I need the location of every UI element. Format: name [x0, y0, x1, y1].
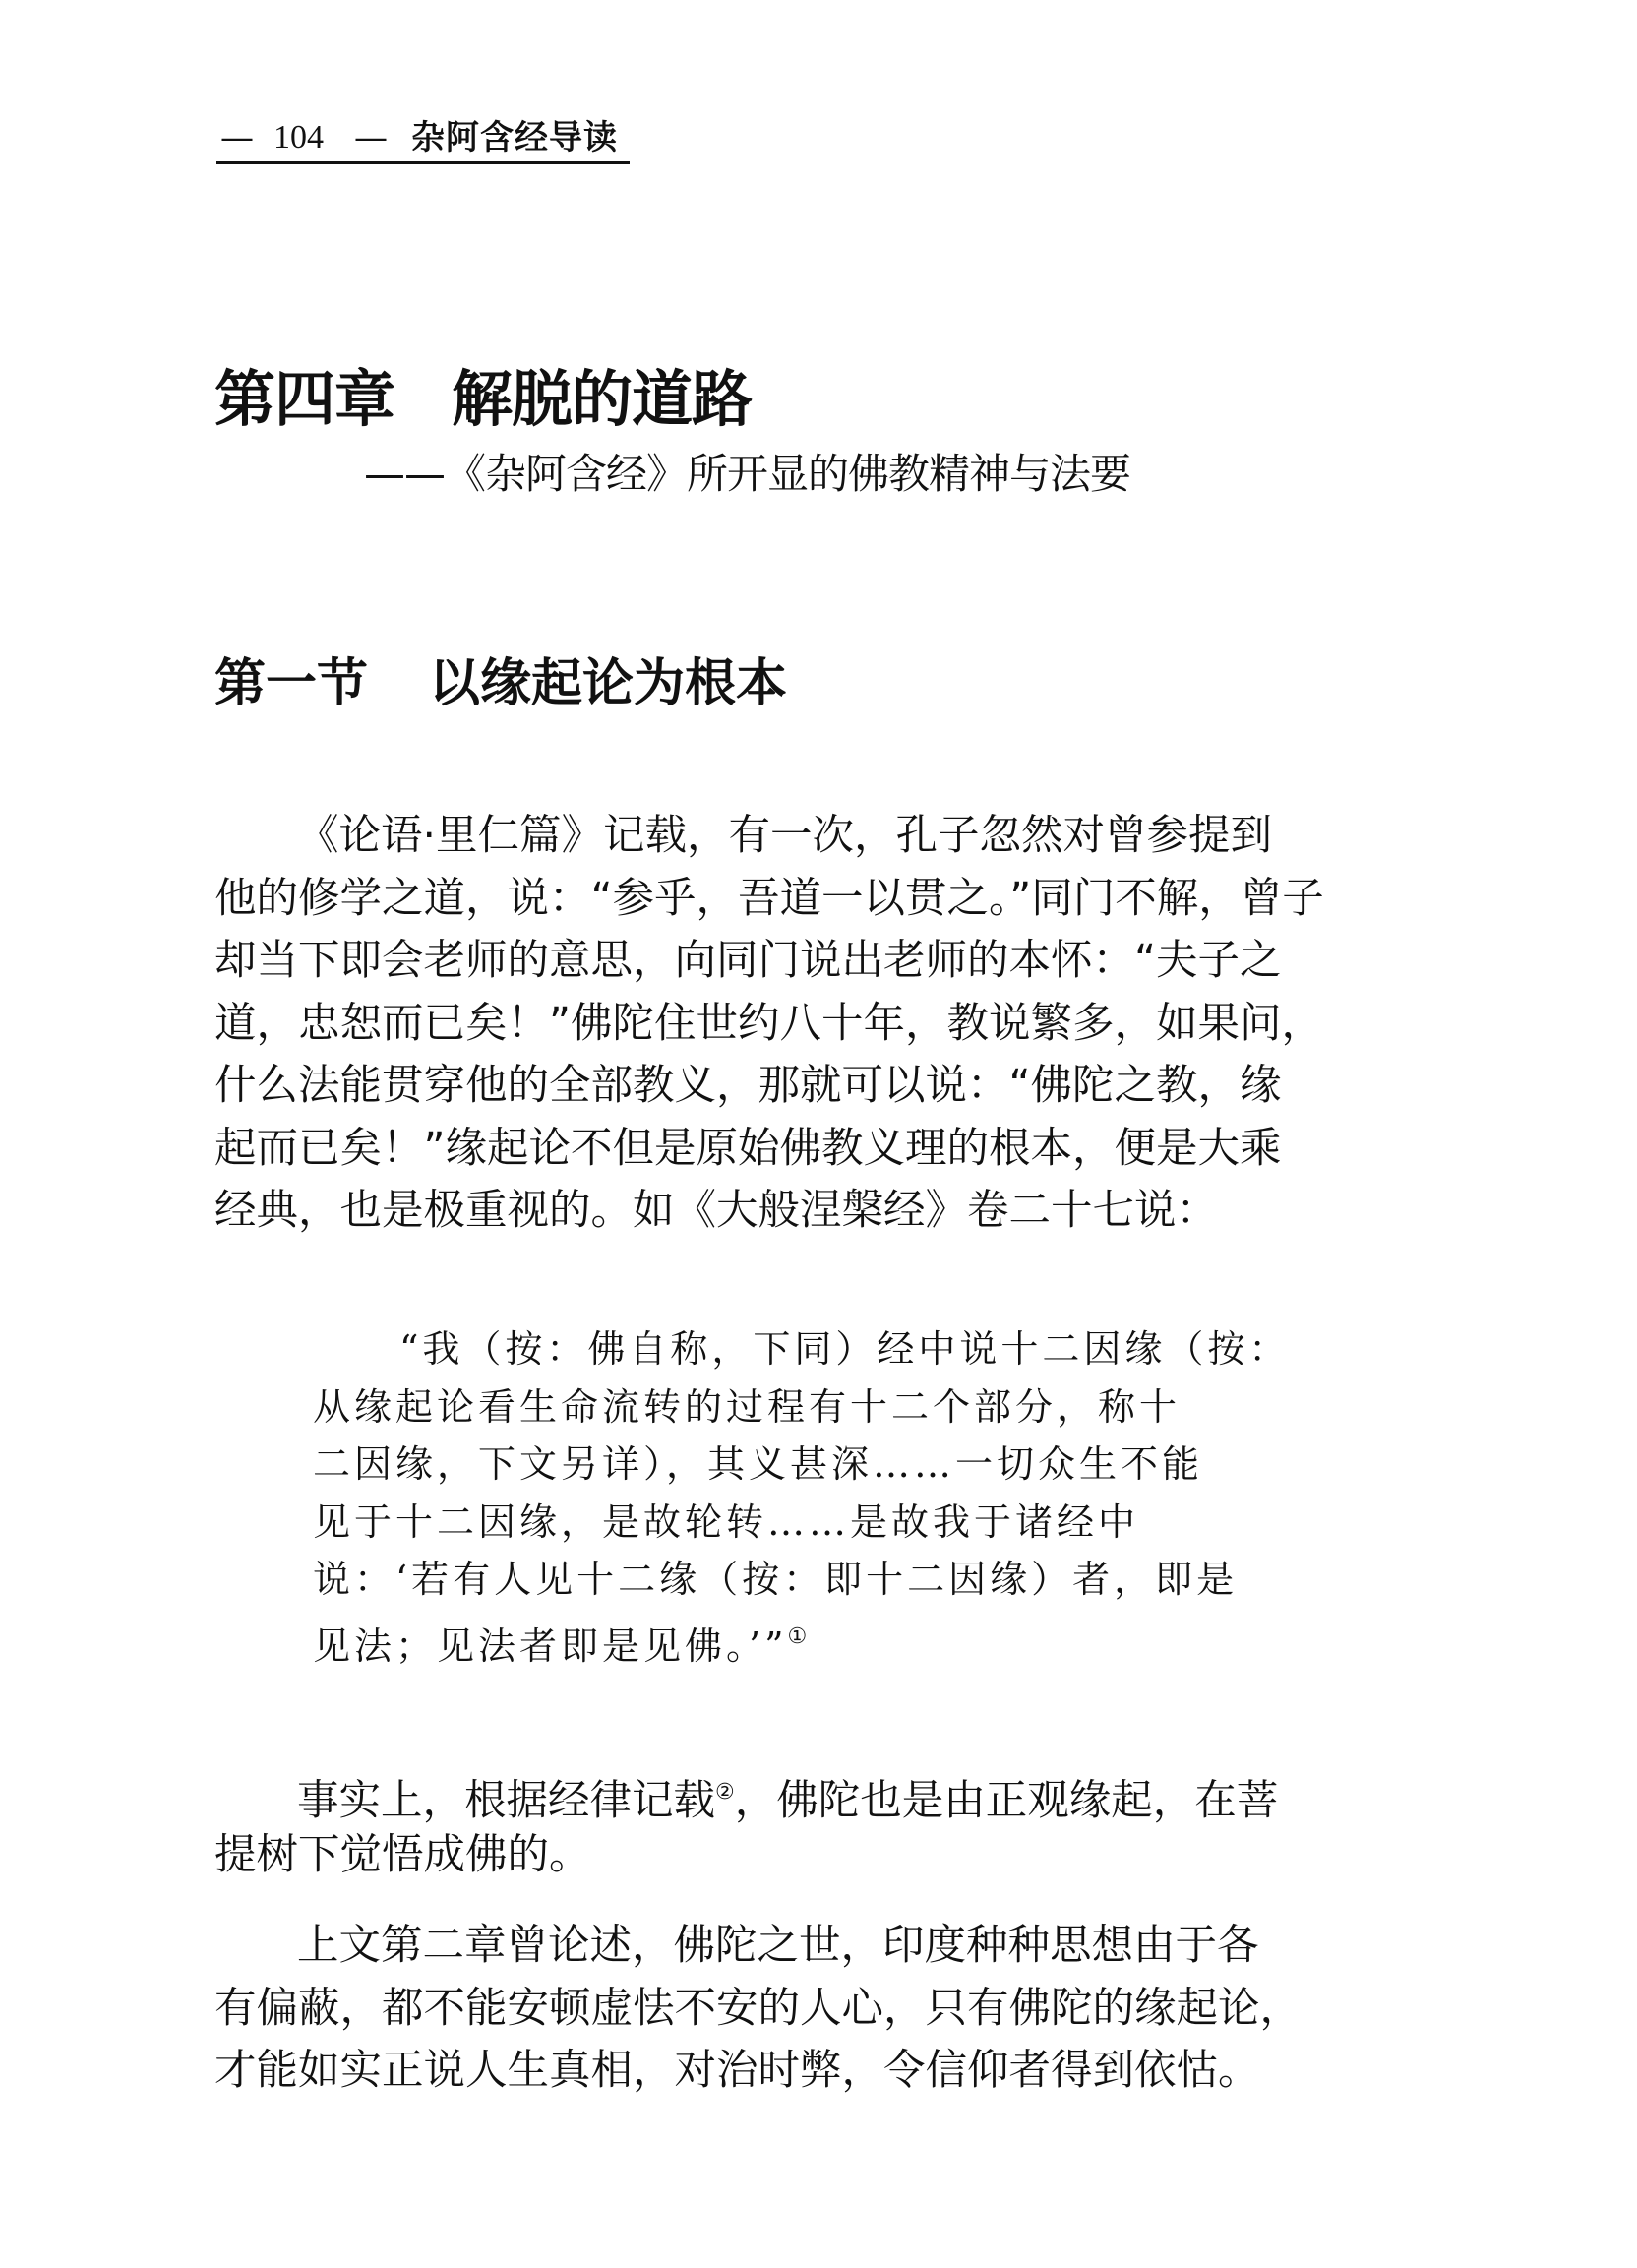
running-head	[216, 116, 630, 164]
quote-line: 二因缘，下文另详），其义甚深……一切众生不能	[313, 1442, 1204, 1486]
page-number: 104	[273, 119, 324, 155]
section-number: 第一节	[214, 654, 369, 713]
quote-line: 说：‘若有人见十二缘（按：即十二因缘）者，即是	[313, 1558, 1239, 1601]
quote-line: “我（按：佛自称，下同）经中说十二因缘（按：	[399, 1327, 1291, 1371]
paragraph-line: 什么法能贯穿他的全部教义，那就可以说：“佛陀之教，缘	[214, 1062, 1282, 1110]
paragraph-2	[214, 1761, 1434, 1886]
running-head-dash-left: —	[220, 118, 254, 157]
section-title	[214, 651, 787, 716]
paragraph-line: 他的修学之道，说：“参乎，吾道一以贯之。”同门不解，曾子	[214, 874, 1324, 923]
paragraph-text: ，佛陀也是由正观缘起，在菩	[734, 1777, 1279, 1825]
paragraph-line: 才能如实正说人生真相，对治时弊，令信仰者得到依怙。	[214, 2047, 1260, 2095]
paragraph-line	[214, 1761, 1434, 1824]
chapter-subtitle: ——《杂阿含经》所开显的佛教精神与法要	[364, 450, 1131, 498]
paragraph-3	[214, 1915, 1434, 2103]
footnote-marker-2[interactable]: ②	[715, 1780, 735, 1805]
quote-line: 见于十二因缘，是故轮转……是故我于诸经中	[313, 1500, 1140, 1544]
paragraph-line: 道，忠恕而已矣！”佛陀住世约八十年，教说繁多，如果问，	[214, 999, 1324, 1048]
paragraph-line: 经典，也是极重视的。如《大般涅槃经》卷二十七说：	[214, 1187, 1219, 1235]
paragraph-line: 起而已矣！”缘起论不但是原始佛教义理的根本，便是大乘	[214, 1124, 1282, 1173]
quote-last-text: 见法；见法者即是见佛。’”	[313, 1624, 788, 1668]
paragraph-line: 《论语·里仁篇》记载，有一次，孔子忽然对曾参提到	[297, 812, 1273, 860]
block-quote	[313, 1320, 1336, 1666]
paragraph-1	[214, 805, 1434, 1243]
quote-line: 从缘起论看生命流转的过程有十二个部分，称十	[313, 1384, 1182, 1429]
paragraph-text: 事实上，根据经律记载	[297, 1777, 716, 1825]
chapter-title	[214, 362, 752, 437]
paragraph-line: 有偏蔽，都不能安顿虚怯不安的人心，只有佛陀的缘起论，	[214, 1984, 1303, 2033]
paragraph-line: 上文第二章曾论述，佛陀之世，印度种种思想由于各	[297, 1922, 1259, 1970]
footnote-marker-1[interactable]: ①	[787, 1624, 808, 1649]
section-name: 以缘起论为根本	[429, 654, 788, 713]
chapter-name: 解脱的道路	[452, 363, 753, 435]
running-head-book-title: 杂阿含经导读	[411, 118, 618, 157]
chapter-number: 第四章	[214, 363, 395, 435]
quote-line	[313, 1609, 1336, 1667]
paragraph-line: 却当下即会老师的意思，向同门说出老师的本怀：“夫子之	[214, 937, 1282, 985]
running-head-dash-right: —	[354, 118, 388, 157]
paragraph-line: 提树下觉悟成佛的。	[214, 1830, 591, 1879]
